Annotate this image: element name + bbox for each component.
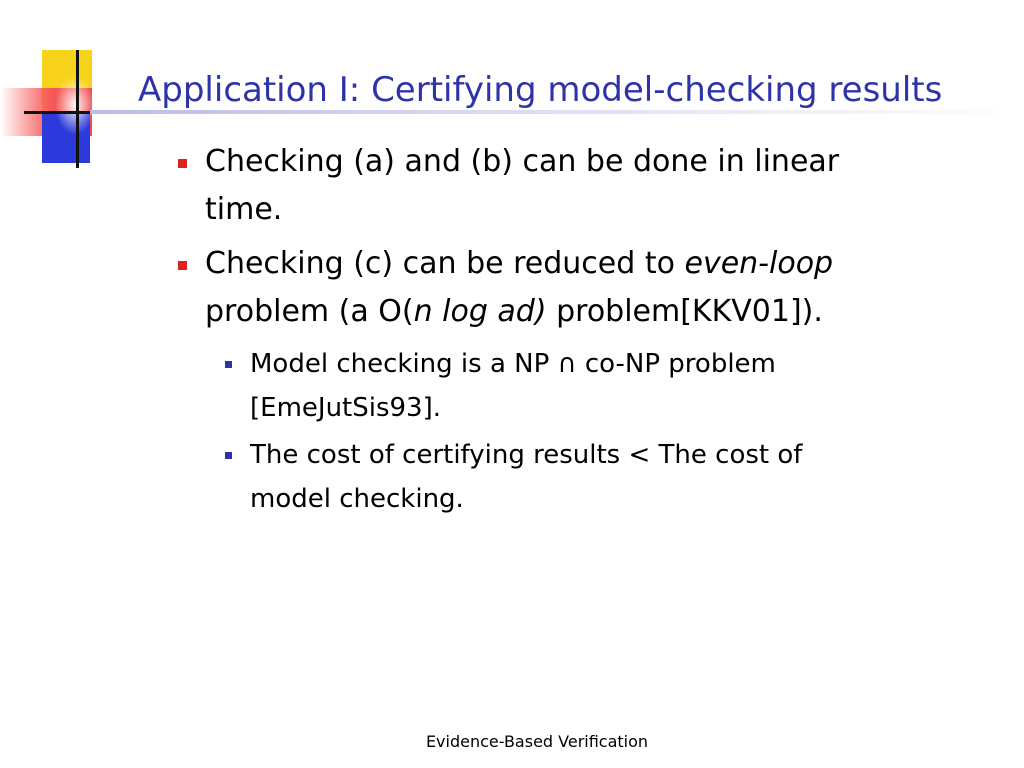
subbullet-text: The cost of certifying results < The cost of model checking. <box>250 440 803 514</box>
subbullet-item-2 <box>225 433 890 521</box>
blue-square-bullet-icon <box>225 452 232 459</box>
logo-vertical-line <box>76 50 79 168</box>
subbullet-text: Model checking is a NP ∩ co-NP problem [EmeJutSis93]. <box>250 349 776 423</box>
red-square-bullet-icon <box>178 159 187 168</box>
slide-title: Application I: Certifying model-checking results <box>138 70 943 110</box>
bullet-item-1 <box>170 138 890 234</box>
bullet-text: Checking (a) and (b) can be done in linear time. <box>205 144 840 227</box>
blue-square-bullet-icon <box>225 361 232 368</box>
slide-footer: Evidence-Based Verification <box>425 732 649 751</box>
logo-glow <box>55 75 95 135</box>
bullet-italic-term: even-loop <box>684 246 834 281</box>
subbullet-item-1 <box>225 342 890 430</box>
red-square-bullet-icon <box>178 261 187 270</box>
bullet-item-2 <box>170 240 890 336</box>
bullet-text: Checking (c) can be reduced to <box>205 246 685 281</box>
bullet-italic-term: n log ad) <box>413 294 547 329</box>
bullet-text: problem[KKV01]). <box>546 294 823 329</box>
slide-body <box>170 138 890 524</box>
bullet-text: problem (a O( <box>205 294 414 329</box>
title-underline <box>90 110 1024 114</box>
